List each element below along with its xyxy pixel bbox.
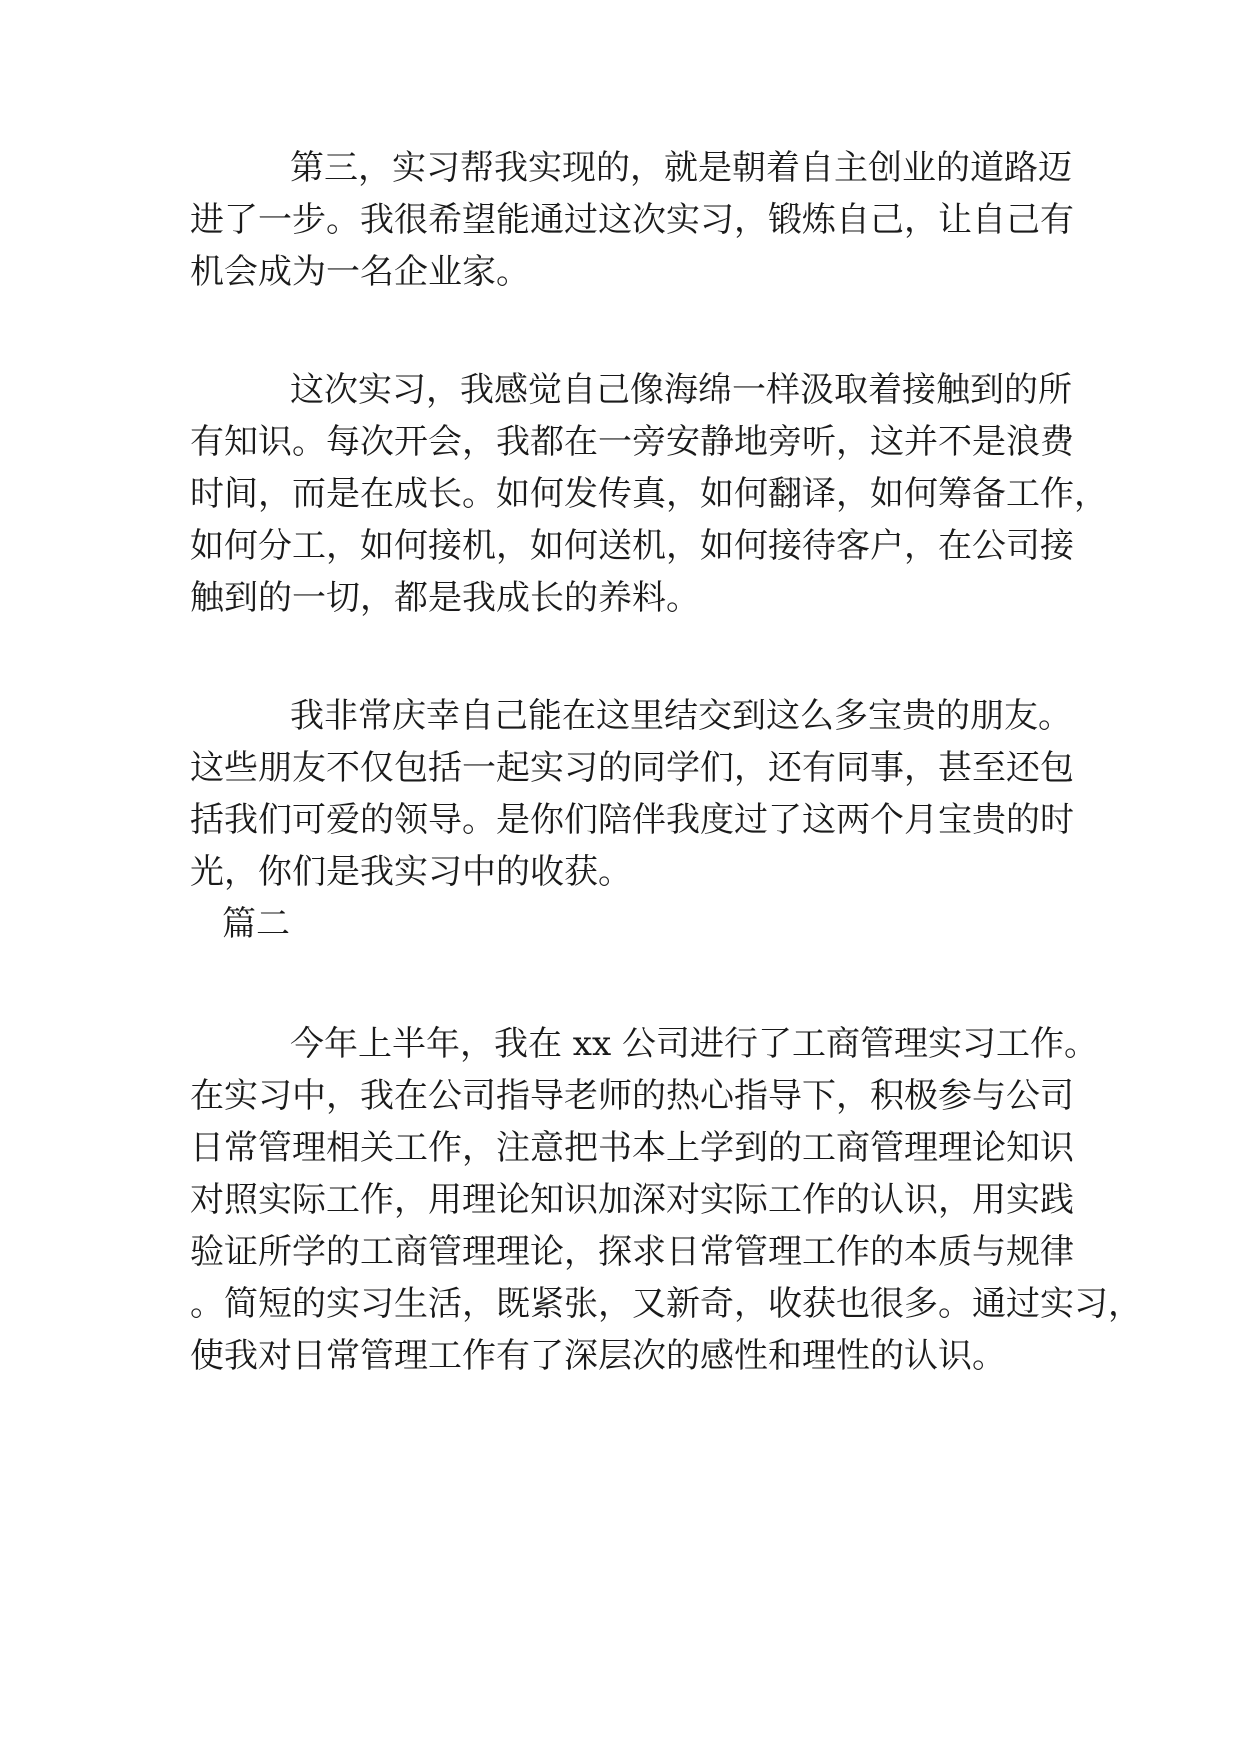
paragraph-3-line-1: 我非常庆幸自己能在这里结交到这么多宝贵的朋友。 [290, 696, 1072, 736]
paragraph-1-line-1: 第三，实习帮我实现的，就是朝着自主创业的道路迈 [290, 148, 1072, 188]
paragraph-4-line-7: 使我对日常管理工作有了深层次的感性和理性的认识。 [190, 1336, 1006, 1376]
paragraph-2-line-4: 如何分工，如何接机，如何送机，如何接待客户，在公司接 [190, 526, 1074, 566]
paragraph-3-line-4: 光，你们是我实习中的收获。 [190, 852, 632, 892]
section-heading: 篇二 [222, 904, 290, 944]
paragraph-2-line-1: 这次实习，我感觉自己像海绵一样汲取着接触到的所 [290, 370, 1072, 410]
paragraph-4-line-2: 在实习中，我在公司指导老师的热心指导下，积极参与公司 [190, 1076, 1074, 1116]
paragraph-2-line-5: 触到的一切，都是我成长的养料。 [190, 578, 700, 618]
paragraph-3-line-2: 这些朋友不仅包括一起实习的同学们，还有同事，甚至还包 [190, 748, 1074, 788]
paragraph-4-line-6: 。简短的实习生活，既紧张，又新奇，收获也很多。通过实习， [190, 1284, 1142, 1324]
paragraph-3-line-3: 括我们可爱的领导。是你们陪伴我度过了这两个月宝贵的时 [190, 800, 1074, 840]
paragraph-4-line-1: 今年上半年，我在 xx 公司进行了工商管理实习工作。 [290, 1024, 1098, 1064]
paragraph-4-line-4: 对照实际工作，用理论知识加深对实际工作的认识，用实践 [190, 1180, 1074, 1220]
paragraph-1-line-3: 机会成为一名企业家。 [190, 252, 530, 292]
paragraph-2-line-2: 有知识。每次开会，我都在一旁安静地旁听，这并不是浪费 [190, 422, 1074, 462]
paragraph-1-line-2: 进了一步。我很希望能通过这次实习，锻炼自己，让自己有 [190, 200, 1074, 240]
paragraph-4-line-5: 验证所学的工商管理理论，探求日常管理工作的本质与规律 [190, 1232, 1074, 1272]
paragraph-4-line-3: 日常管理相关工作，注意把书本上学到的工商管理理论知识 [190, 1128, 1074, 1168]
paragraph-2-line-3: 时间，而是在成长。如何发传真，如何翻译，如何筹备工作， [190, 474, 1108, 514]
